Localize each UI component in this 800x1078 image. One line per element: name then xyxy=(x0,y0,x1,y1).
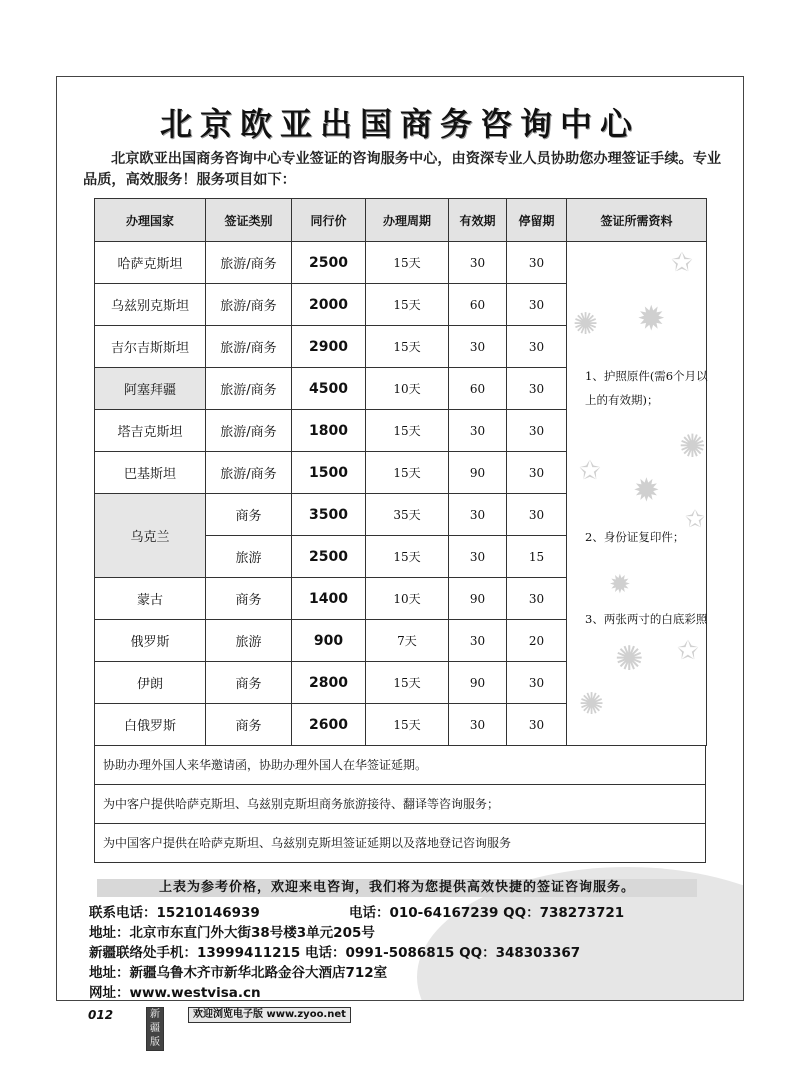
country-cell: 蒙古 xyxy=(95,578,206,620)
price-cell: 2600 xyxy=(292,704,366,746)
edition-badge: 新疆版 xyxy=(146,1007,164,1051)
country-cell: 乌克兰 xyxy=(95,494,206,578)
period-cell: 15天 xyxy=(366,452,449,494)
visa-type-cell: 旅游/商务 xyxy=(206,452,292,494)
star-decoration-icon: ✩ xyxy=(579,456,601,486)
period-cell: 15天 xyxy=(366,242,449,284)
country-cell: 乌兹别克斯坦 xyxy=(95,284,206,326)
stay-cell: 20 xyxy=(507,620,567,662)
validity-cell: 90 xyxy=(449,662,507,704)
stay-cell: 30 xyxy=(507,368,567,410)
period-cell: 15天 xyxy=(366,536,449,578)
price-cell: 2500 xyxy=(292,242,366,284)
starburst-decoration-icon: ✺ xyxy=(679,427,706,465)
validity-cell: 30 xyxy=(449,410,507,452)
document-item-photos: 3、两张两寸的白底彩照 xyxy=(585,612,708,626)
price-cell: 2900 xyxy=(292,326,366,368)
contact-address-xinjiang: 地址：新疆乌鲁木齐市新华北路金谷大酒店712室 xyxy=(89,965,388,981)
country-cell: 巴基斯坦 xyxy=(95,452,206,494)
country-cell: 阿塞拜疆 xyxy=(95,368,206,410)
period-cell: 7天 xyxy=(366,620,449,662)
price-cell: 900 xyxy=(292,620,366,662)
price-cell: 1500 xyxy=(292,452,366,494)
validity-cell: 30 xyxy=(449,326,507,368)
visa-price-table xyxy=(94,198,707,746)
service-note: 为中客户提供哈萨克斯坦、乌兹别克斯坦商务旅游接待、翻译等咨询服务； xyxy=(94,785,706,824)
price-cell: 2000 xyxy=(292,284,366,326)
country-cell: 哈萨克斯坦 xyxy=(95,242,206,284)
footer-ebook-link: 欢迎浏览电子版 www.zyoo.net xyxy=(188,1007,351,1023)
validity-cell: 30 xyxy=(449,494,507,536)
contact-address-beijing: 地址：北京市东直门外大街38号楼3单元205号 xyxy=(89,925,375,941)
page-number: 012 xyxy=(88,1008,114,1022)
stay-cell: 30 xyxy=(507,284,567,326)
star-decoration-icon: ✩ xyxy=(677,636,699,666)
table-row xyxy=(95,242,707,284)
visa-type-cell: 旅游/商务 xyxy=(206,368,292,410)
service-note: 为中国客户提供在哈萨克斯坦、乌兹别克斯坦签证延期以及落地登记咨询服务 xyxy=(94,824,706,863)
price-cell: 2800 xyxy=(292,662,366,704)
country-cell: 白俄罗斯 xyxy=(95,704,206,746)
validity-cell: 60 xyxy=(449,368,507,410)
page-title: 北京欧亚出国商务咨询中心 xyxy=(159,105,640,143)
header-stay: 停留期 xyxy=(507,199,567,242)
price-cell: 3500 xyxy=(292,494,366,536)
table-header-row xyxy=(95,199,707,242)
document-item-id-copy: 2、身份证复印件； xyxy=(585,530,685,544)
starburst-decoration-icon: ✺ xyxy=(615,639,644,679)
period-cell: 35天 xyxy=(366,494,449,536)
service-note: 协助办理外国人来华邀请函，协助办理外国人在华签证延期。 xyxy=(94,745,706,785)
validity-cell: 30 xyxy=(449,536,507,578)
country-cell: 塔吉克斯坦 xyxy=(95,410,206,452)
header-period: 办理周期 xyxy=(366,199,449,242)
stay-cell: 30 xyxy=(507,494,567,536)
stay-cell: 30 xyxy=(507,662,567,704)
visa-type-cell: 旅游/商务 xyxy=(206,326,292,368)
contact-mobile: 联系电话：15210146939 xyxy=(89,905,260,921)
period-cell: 15天 xyxy=(366,326,449,368)
header-price: 同行价 xyxy=(292,199,366,242)
price-cell: 2500 xyxy=(292,536,366,578)
period-cell: 15天 xyxy=(366,704,449,746)
validity-cell: 90 xyxy=(449,578,507,620)
period-cell: 15天 xyxy=(366,662,449,704)
contact-phone-qq: 电话：010-64167239 QQ：738273721 xyxy=(349,905,625,921)
starburst-decoration-icon: ✹ xyxy=(609,570,631,600)
visa-type-cell: 旅游 xyxy=(206,536,292,578)
period-cell: 15天 xyxy=(366,284,449,326)
country-cell: 俄罗斯 xyxy=(95,620,206,662)
validity-cell: 90 xyxy=(449,452,507,494)
period-cell: 15天 xyxy=(366,410,449,452)
visa-type-cell: 旅游/商务 xyxy=(206,284,292,326)
header-validity: 有效期 xyxy=(449,199,507,242)
stay-cell: 15 xyxy=(507,536,567,578)
visa-type-cell: 商务 xyxy=(206,494,292,536)
intro-paragraph: 北京欧亚出国商务咨询中心专业签证的咨询服务中心，由资深专业人员协助您办理签证手续。专业品质，高效服务！服务项目如下： xyxy=(83,151,722,188)
country-cell: 伊朗 xyxy=(95,662,206,704)
required-documents-cell xyxy=(567,242,707,746)
header-visa-type: 签证类别 xyxy=(206,199,292,242)
validity-cell: 30 xyxy=(449,704,507,746)
service-notes xyxy=(94,745,706,863)
stay-cell: 30 xyxy=(507,242,567,284)
price-cell: 4500 xyxy=(292,368,366,410)
price-cell: 1800 xyxy=(292,410,366,452)
contact-xinjiang-office: 新疆联络处手机：13999411215 电话：0991-5086815 QQ：348303367 xyxy=(89,945,581,961)
header-documents: 签证所需资料 xyxy=(567,199,707,242)
visa-type-cell: 旅游 xyxy=(206,620,292,662)
stay-cell: 30 xyxy=(507,578,567,620)
document-frame xyxy=(56,76,744,1001)
visa-type-cell: 旅游/商务 xyxy=(206,242,292,284)
starburst-decoration-icon: ✹ xyxy=(637,299,666,339)
validity-cell: 60 xyxy=(449,284,507,326)
stay-cell: 30 xyxy=(507,326,567,368)
reference-price-banner: 上表为参考价格，欢迎来电咨询，我们将为您提供高效快捷的签证咨询服务。 xyxy=(97,879,697,897)
visa-type-cell: 商务 xyxy=(206,662,292,704)
price-cell: 1400 xyxy=(292,578,366,620)
star-decoration-icon: ✩ xyxy=(685,505,706,533)
stay-cell: 30 xyxy=(507,410,567,452)
validity-cell: 30 xyxy=(449,620,507,662)
contact-website: 网址：www.westvisa.cn xyxy=(89,985,261,1001)
stay-cell: 30 xyxy=(507,704,567,746)
starburst-decoration-icon: ✺ xyxy=(579,687,605,722)
star-decoration-icon: ✩ xyxy=(671,248,693,278)
visa-type-cell: 旅游/商务 xyxy=(206,410,292,452)
period-cell: 10天 xyxy=(366,578,449,620)
stay-cell: 30 xyxy=(507,452,567,494)
starburst-decoration-icon: ✺ xyxy=(573,307,599,342)
starburst-decoration-icon: ✹ xyxy=(633,471,660,509)
country-cell: 吉尔吉斯斯坦 xyxy=(95,326,206,368)
visa-type-cell: 商务 xyxy=(206,578,292,620)
document-item-passport: 1、护照原件(需6个月以上的有效期)； xyxy=(585,369,708,407)
visa-type-cell: 商务 xyxy=(206,704,292,746)
period-cell: 10天 xyxy=(366,368,449,410)
header-country: 办理国家 xyxy=(95,199,206,242)
validity-cell: 30 xyxy=(449,242,507,284)
